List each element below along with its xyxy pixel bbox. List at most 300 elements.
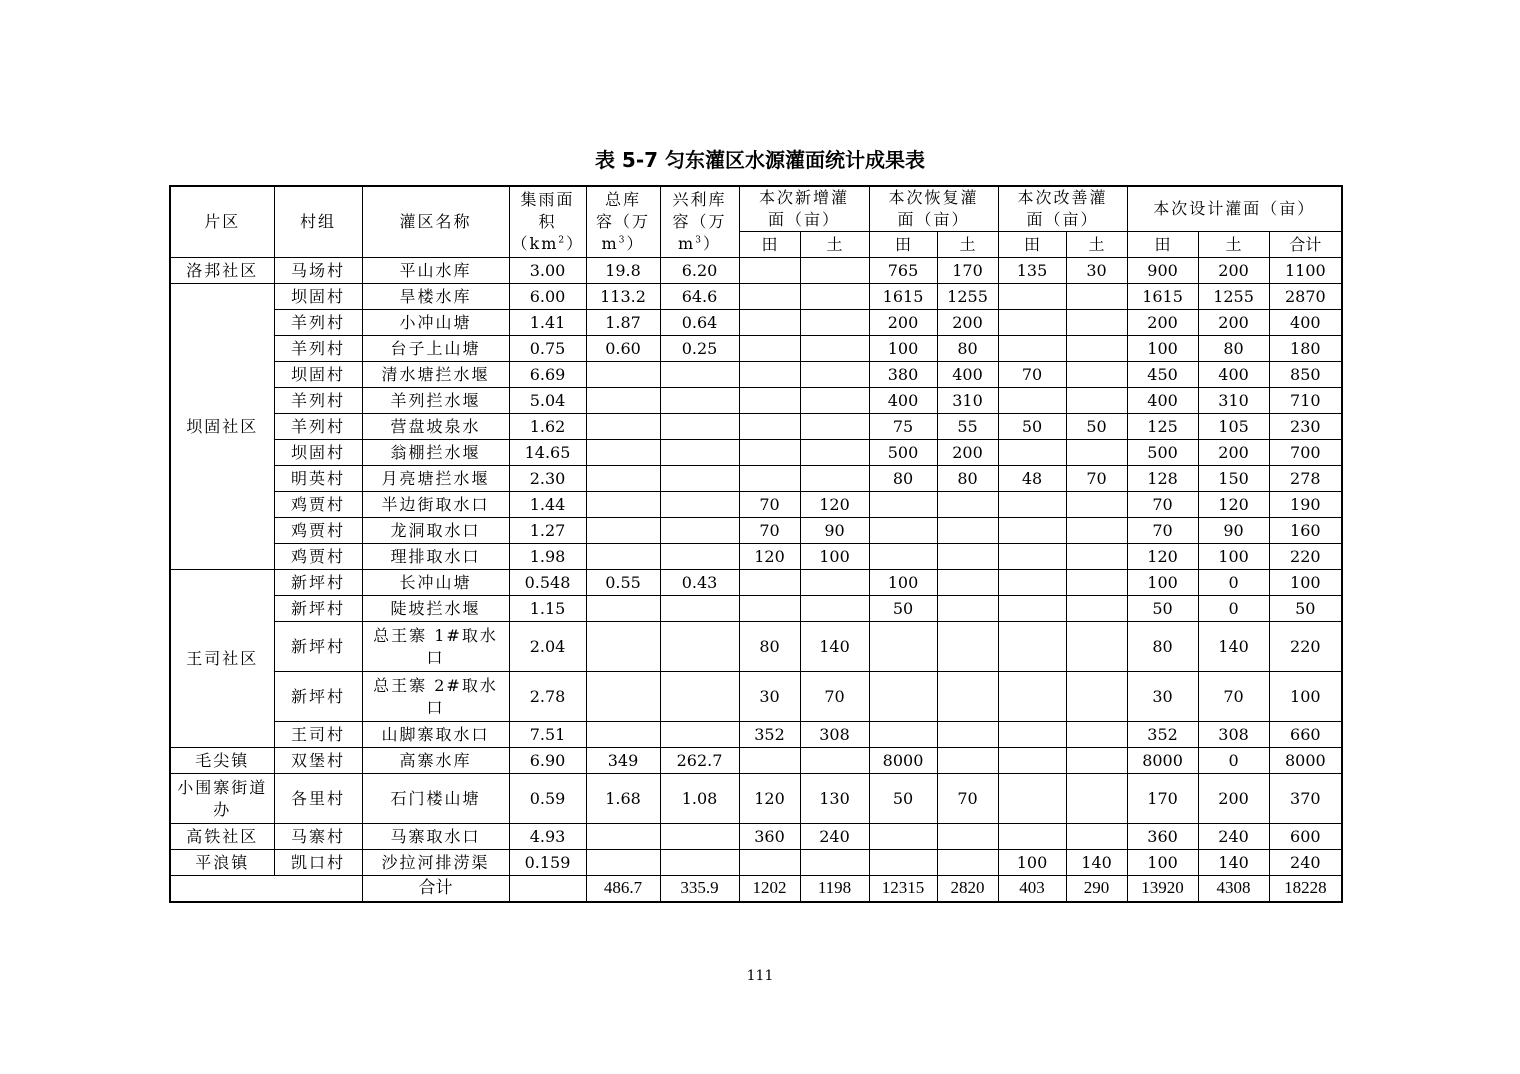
useful-cap-cell <box>660 622 739 672</box>
catchment-cell: 6.69 <box>509 362 586 388</box>
total-cap-cell: 1.87 <box>586 310 660 336</box>
table-row <box>170 622 1342 672</box>
new-tu-cell <box>800 466 869 492</box>
design-tu-cell: 100 <box>1198 544 1269 570</box>
improve-tian-header: 田 <box>998 232 1066 258</box>
village-cell: 马寨村 <box>274 824 362 850</box>
irrigation-table <box>169 185 1343 903</box>
name-cell: 平山水库 <box>362 258 509 284</box>
catchment-cell: 0.159 <box>509 850 586 876</box>
design-tian-header: 田 <box>1127 232 1198 258</box>
catchment-cell: 4.93 <box>509 824 586 850</box>
design-sum-cell: 190 <box>1269 492 1342 518</box>
design-sum-cell: 600 <box>1269 824 1342 850</box>
total-cap-cell: 0.60 <box>586 336 660 362</box>
restore-tu-header: 土 <box>937 232 998 258</box>
improve-tu-cell <box>1066 748 1127 774</box>
table-row <box>170 492 1342 518</box>
improve-tu-cell <box>1066 440 1127 466</box>
table-row <box>170 748 1342 774</box>
total-useful-cap-cell: 335.9 <box>660 876 739 902</box>
restore-tu-cell <box>937 492 998 518</box>
restore-tian-cell <box>869 722 937 748</box>
table-row <box>170 518 1342 544</box>
village-cell: 坝固村 <box>274 362 362 388</box>
restore-tian-cell: 100 <box>869 570 937 596</box>
total-cap-cell <box>586 466 660 492</box>
village-cell: 鸡贾村 <box>274 518 362 544</box>
improve-tu-cell <box>1066 596 1127 622</box>
useful-cap-cell <box>660 362 739 388</box>
design-sum-cell: 700 <box>1269 440 1342 466</box>
name-cell: 陡坡拦水堰 <box>362 596 509 622</box>
new-tu-cell: 240 <box>800 824 869 850</box>
new-tu-cell: 308 <box>800 722 869 748</box>
catchment-cell: 0.548 <box>509 570 586 596</box>
total-empty-cell <box>170 876 362 902</box>
improve-tu-cell <box>1066 336 1127 362</box>
restore-tian-cell: 765 <box>869 258 937 284</box>
design-tu-cell: 105 <box>1198 414 1269 440</box>
table-row <box>170 440 1342 466</box>
restore-tu-cell <box>937 748 998 774</box>
new-area-header: 本次新增灌 面（亩） <box>739 186 869 232</box>
restore-tian-cell: 50 <box>869 774 937 824</box>
improve-tian-cell: 70 <box>998 362 1066 388</box>
restore-tu-cell <box>937 570 998 596</box>
name-cell: 沙拉河排涝渠 <box>362 850 509 876</box>
new-tian-cell <box>739 466 800 492</box>
improve-tian-cell <box>998 518 1066 544</box>
name-header: 灌区名称 <box>362 186 509 258</box>
restore-tu-cell: 80 <box>937 466 998 492</box>
total-design-tu-cell: 4308 <box>1198 876 1269 902</box>
design-sum-cell: 400 <box>1269 310 1342 336</box>
restore-tian-cell <box>869 672 937 722</box>
total-row <box>170 876 1342 902</box>
design-tian-cell: 8000 <box>1127 748 1198 774</box>
table-row <box>170 672 1342 722</box>
village-cell: 羊列村 <box>274 388 362 414</box>
table-row <box>170 544 1342 570</box>
improve-tian-cell <box>998 622 1066 672</box>
design-sum-cell: 220 <box>1269 622 1342 672</box>
table-row <box>170 774 1342 824</box>
village-cell: 羊列村 <box>274 310 362 336</box>
useful-cap-cell: 0.64 <box>660 310 739 336</box>
useful-capacity-header: 兴利库 容（万 $m^3$） <box>660 186 739 258</box>
useful-cap-cell <box>660 518 739 544</box>
improve-tu-cell <box>1066 672 1127 722</box>
total-label: 合计 <box>362 876 509 902</box>
village-cell: 羊列村 <box>274 336 362 362</box>
design-tian-cell: 80 <box>1127 622 1198 672</box>
new-tu-cell <box>800 284 869 310</box>
improve-tian-cell <box>998 722 1066 748</box>
new-tian-cell <box>739 596 800 622</box>
new-tu-cell <box>800 362 869 388</box>
improve-tian-cell <box>998 336 1066 362</box>
total-cap-cell <box>586 850 660 876</box>
design-tian-cell: 30 <box>1127 672 1198 722</box>
improve-tian-cell: 50 <box>998 414 1066 440</box>
improve-tian-cell <box>998 544 1066 570</box>
improve-tian-cell <box>998 310 1066 336</box>
improve-tu-cell <box>1066 388 1127 414</box>
new-tian-cell <box>739 570 800 596</box>
total-improve-tian-cell: 403 <box>998 876 1066 902</box>
name-cell: 龙洞取水口 <box>362 518 509 544</box>
new-tu-cell <box>800 258 869 284</box>
design-tu-cell: 80 <box>1198 336 1269 362</box>
improve-tu-cell: 70 <box>1066 466 1127 492</box>
zone-cell: 高铁社区 <box>170 824 274 850</box>
design-tian-cell: 360 <box>1127 824 1198 850</box>
name-cell: 旱楼水库 <box>362 284 509 310</box>
new-tu-cell: 130 <box>800 774 869 824</box>
restore-tian-header: 田 <box>869 232 937 258</box>
new-tian-cell <box>739 388 800 414</box>
table-row <box>170 850 1342 876</box>
design-tu-cell: 0 <box>1198 570 1269 596</box>
design-sum-cell: 50 <box>1269 596 1342 622</box>
improve-tu-cell: 140 <box>1066 850 1127 876</box>
table-title: 表 5-7 匀东灌区水源灌面统计成果表 <box>594 148 926 172</box>
useful-cap-cell <box>660 722 739 748</box>
total-restore-tu-cell: 2820 <box>937 876 998 902</box>
table-row <box>170 722 1342 748</box>
design-tu-cell: 0 <box>1198 596 1269 622</box>
total-new-tian-cell: 1202 <box>739 876 800 902</box>
restore-tian-cell: 75 <box>869 414 937 440</box>
design-tu-cell: 200 <box>1198 258 1269 284</box>
design-sum-cell: 1100 <box>1269 258 1342 284</box>
table-row <box>170 466 1342 492</box>
design-tian-cell: 200 <box>1127 310 1198 336</box>
design-sum-cell: 278 <box>1269 466 1342 492</box>
useful-cap-cell <box>660 850 739 876</box>
new-tu-cell <box>800 310 869 336</box>
new-tu-header: 土 <box>800 232 869 258</box>
design-sum-header: 合计 <box>1269 232 1342 258</box>
improve-tu-cell <box>1066 570 1127 596</box>
catchment-cell: 1.44 <box>509 492 586 518</box>
design-tu-cell: 400 <box>1198 362 1269 388</box>
village-cell: 双堡村 <box>274 748 362 774</box>
new-tian-cell <box>739 414 800 440</box>
zone-cell: 毛尖镇 <box>170 748 274 774</box>
design-tu-cell: 200 <box>1198 774 1269 824</box>
improve-tian-cell <box>998 492 1066 518</box>
new-tu-cell <box>800 440 869 466</box>
village-cell: 鸡贾村 <box>274 492 362 518</box>
design-tu-header: 土 <box>1198 232 1269 258</box>
village-cell: 新坪村 <box>274 672 362 722</box>
total-cap-cell <box>586 596 660 622</box>
new-tian-cell: 360 <box>739 824 800 850</box>
zone-cell: 小围寨街道办 <box>170 774 274 824</box>
village-cell: 明英村 <box>274 466 362 492</box>
improve-tian-cell <box>998 748 1066 774</box>
total-restore-tian-cell: 12315 <box>869 876 937 902</box>
design-sum-cell: 100 <box>1269 570 1342 596</box>
improve-tu-cell <box>1066 518 1127 544</box>
restore-tian-cell: 50 <box>869 596 937 622</box>
design-tu-cell: 1255 <box>1198 284 1269 310</box>
design-tian-cell: 120 <box>1127 544 1198 570</box>
improve-tian-cell: 135 <box>998 258 1066 284</box>
restore-tian-cell <box>869 492 937 518</box>
restore-tu-cell <box>937 622 998 672</box>
design-sum-cell: 160 <box>1269 518 1342 544</box>
total-cap-cell: 1.68 <box>586 774 660 824</box>
name-cell: 半边街取水口 <box>362 492 509 518</box>
design-tu-cell: 310 <box>1198 388 1269 414</box>
table-row <box>170 362 1342 388</box>
design-tian-cell: 400 <box>1127 388 1198 414</box>
design-sum-cell: 8000 <box>1269 748 1342 774</box>
name-cell: 高寨水库 <box>362 748 509 774</box>
restore-tian-cell: 80 <box>869 466 937 492</box>
total-cap-cell <box>586 544 660 570</box>
improve-tu-cell <box>1066 622 1127 672</box>
new-tian-cell: 30 <box>739 672 800 722</box>
total-cap-cell: 0.55 <box>586 570 660 596</box>
village-cell: 新坪村 <box>274 596 362 622</box>
restore-tian-cell: 400 <box>869 388 937 414</box>
design-tian-cell: 50 <box>1127 596 1198 622</box>
improve-tian-cell <box>998 440 1066 466</box>
new-tu-cell <box>800 414 869 440</box>
useful-cap-cell: 262.7 <box>660 748 739 774</box>
restore-tian-cell <box>869 824 937 850</box>
design-tian-cell: 70 <box>1127 518 1198 544</box>
design-sum-cell: 710 <box>1269 388 1342 414</box>
catchment-cell: 2.30 <box>509 466 586 492</box>
new-tian-cell: 352 <box>739 722 800 748</box>
new-tu-cell <box>800 748 869 774</box>
improve-tu-cell <box>1066 722 1127 748</box>
useful-cap-cell <box>660 672 739 722</box>
new-tian-cell <box>739 440 800 466</box>
restore-tian-cell: 500 <box>869 440 937 466</box>
restore-tu-cell: 200 <box>937 440 998 466</box>
improve-tian-cell <box>998 596 1066 622</box>
improve-tian-cell <box>998 570 1066 596</box>
new-tian-cell: 70 <box>739 518 800 544</box>
name-cell: 翁棚拦水堰 <box>362 440 509 466</box>
design-tian-cell: 100 <box>1127 850 1198 876</box>
name-cell: 月亮塘拦水堰 <box>362 466 509 492</box>
table-row <box>170 284 1342 310</box>
useful-cap-cell <box>660 466 739 492</box>
new-tu-cell: 140 <box>800 622 869 672</box>
improve-tian-cell <box>998 824 1066 850</box>
design-tian-cell: 128 <box>1127 466 1198 492</box>
design-tian-cell: 450 <box>1127 362 1198 388</box>
design-tian-cell: 70 <box>1127 492 1198 518</box>
restore-tu-cell: 200 <box>937 310 998 336</box>
restore-tian-cell: 200 <box>869 310 937 336</box>
village-cell: 坝固村 <box>274 284 362 310</box>
total-new-tu-cell: 1198 <box>800 876 869 902</box>
restore-tu-cell <box>937 672 998 722</box>
header-row-1 <box>170 186 1342 232</box>
name-cell: 小冲山塘 <box>362 310 509 336</box>
total-cap-cell <box>586 622 660 672</box>
design-sum-cell: 180 <box>1269 336 1342 362</box>
catchment-cell: 1.27 <box>509 518 586 544</box>
new-tian-cell: 120 <box>739 774 800 824</box>
restore-area-header: 本次恢复灌 面（亩） <box>869 186 998 232</box>
improve-tian-cell: 48 <box>998 466 1066 492</box>
catchment-cell: 14.65 <box>509 440 586 466</box>
restore-tian-cell: 380 <box>869 362 937 388</box>
new-tu-cell: 120 <box>800 492 869 518</box>
village-cell: 新坪村 <box>274 622 362 672</box>
new-tian-cell <box>739 310 800 336</box>
table-row <box>170 414 1342 440</box>
restore-tu-cell: 170 <box>937 258 998 284</box>
new-tian-cell: 120 <box>739 544 800 570</box>
name-cell: 理排取水口 <box>362 544 509 570</box>
new-tian-cell <box>739 336 800 362</box>
total-cap-cell: 113.2 <box>586 284 660 310</box>
improve-tian-cell <box>998 388 1066 414</box>
total-cap-cell <box>586 518 660 544</box>
name-cell: 总王寨 1#取水口 <box>362 622 509 672</box>
total-cap-cell <box>586 722 660 748</box>
new-tian-cell <box>739 748 800 774</box>
useful-cap-cell <box>660 544 739 570</box>
design-tu-cell: 240 <box>1198 824 1269 850</box>
new-tian-cell <box>739 850 800 876</box>
useful-cap-cell: 0.43 <box>660 570 739 596</box>
name-cell: 清水塘拦水堰 <box>362 362 509 388</box>
design-sum-cell: 240 <box>1269 850 1342 876</box>
new-tu-cell: 70 <box>800 672 869 722</box>
restore-tian-cell <box>869 850 937 876</box>
total-capacity-header: 总库 容（万 $m^3$） <box>586 186 660 258</box>
design-tu-cell: 200 <box>1198 310 1269 336</box>
catchment-cell: 0.75 <box>509 336 586 362</box>
design-sum-cell: 2870 <box>1269 284 1342 310</box>
design-tu-cell: 150 <box>1198 466 1269 492</box>
useful-cap-cell <box>660 388 739 414</box>
village-header: 村组 <box>274 186 362 258</box>
new-tu-cell <box>800 850 869 876</box>
restore-tian-cell <box>869 622 937 672</box>
total-cap-cell: 19.8 <box>586 258 660 284</box>
restore-tian-cell: 100 <box>869 336 937 362</box>
total-cap-cell <box>586 492 660 518</box>
restore-tian-cell <box>869 518 937 544</box>
zone-cell: 平浪镇 <box>170 850 274 876</box>
name-cell: 羊列拦水堰 <box>362 388 509 414</box>
useful-cap-cell <box>660 440 739 466</box>
improve-tu-cell <box>1066 362 1127 388</box>
design-tu-cell: 140 <box>1198 622 1269 672</box>
improve-tu-cell: 50 <box>1066 414 1127 440</box>
design-tian-cell: 900 <box>1127 258 1198 284</box>
useful-cap-cell <box>660 596 739 622</box>
design-sum-cell: 220 <box>1269 544 1342 570</box>
total-cap-cell <box>586 388 660 414</box>
total-cap-cell <box>586 672 660 722</box>
restore-tu-cell <box>937 518 998 544</box>
design-tu-cell: 200 <box>1198 440 1269 466</box>
total-catchment-cell <box>509 876 586 902</box>
design-tian-cell: 1615 <box>1127 284 1198 310</box>
improve-tu-cell: 30 <box>1066 258 1127 284</box>
improve-tu-cell <box>1066 774 1127 824</box>
useful-cap-cell <box>660 492 739 518</box>
page-number: 111 <box>746 968 774 984</box>
table-row <box>170 824 1342 850</box>
design-tian-cell: 500 <box>1127 440 1198 466</box>
design-tu-cell: 140 <box>1198 850 1269 876</box>
design-tian-cell: 125 <box>1127 414 1198 440</box>
restore-tu-cell <box>937 850 998 876</box>
name-cell: 马寨取水口 <box>362 824 509 850</box>
catchment-cell: 2.04 <box>509 622 586 672</box>
village-cell: 新坪村 <box>274 570 362 596</box>
new-tu-cell <box>800 596 869 622</box>
catchment-cell: 1.62 <box>509 414 586 440</box>
useful-cap-cell: 64.6 <box>660 284 739 310</box>
design-tu-cell: 120 <box>1198 492 1269 518</box>
improve-area-header: 本次改善灌 面（亩） <box>998 186 1127 232</box>
catchment-cell: 1.15 <box>509 596 586 622</box>
name-cell: 长冲山塘 <box>362 570 509 596</box>
total-cap-cell <box>586 824 660 850</box>
total-cap-cell <box>586 362 660 388</box>
design-tu-cell: 70 <box>1198 672 1269 722</box>
catchment-cell: 1.98 <box>509 544 586 570</box>
new-tu-cell <box>800 388 869 414</box>
village-cell: 马场村 <box>274 258 362 284</box>
design-tian-cell: 352 <box>1127 722 1198 748</box>
new-tian-cell <box>739 284 800 310</box>
catchment-cell: 7.51 <box>509 722 586 748</box>
catchment-cell: 1.41 <box>509 310 586 336</box>
new-tian-cell <box>739 362 800 388</box>
village-cell: 各里村 <box>274 774 362 824</box>
catchment-cell: 5.04 <box>509 388 586 414</box>
new-tian-cell <box>739 258 800 284</box>
design-tian-cell: 170 <box>1127 774 1198 824</box>
new-tu-cell: 90 <box>800 518 869 544</box>
catchment-header: 集雨面 积 $(km^2)$ <box>509 186 586 258</box>
total-cap-cell: 349 <box>586 748 660 774</box>
total-cap-cell <box>586 414 660 440</box>
restore-tu-cell: 80 <box>937 336 998 362</box>
restore-tu-cell <box>937 544 998 570</box>
catchment-cell: 0.59 <box>509 774 586 824</box>
design-tian-cell: 100 <box>1127 336 1198 362</box>
improve-tu-cell <box>1066 544 1127 570</box>
restore-tu-cell: 310 <box>937 388 998 414</box>
total-design-tian-cell: 13920 <box>1127 876 1198 902</box>
zone-cell: 洛邦社区 <box>170 258 274 284</box>
zone-cell: 坝固社区 <box>170 284 274 570</box>
design-tu-cell: 0 <box>1198 748 1269 774</box>
village-cell: 王司村 <box>274 722 362 748</box>
improve-tian-cell <box>998 672 1066 722</box>
new-tian-header: 田 <box>739 232 800 258</box>
village-cell: 鸡贾村 <box>274 544 362 570</box>
restore-tu-cell <box>937 824 998 850</box>
